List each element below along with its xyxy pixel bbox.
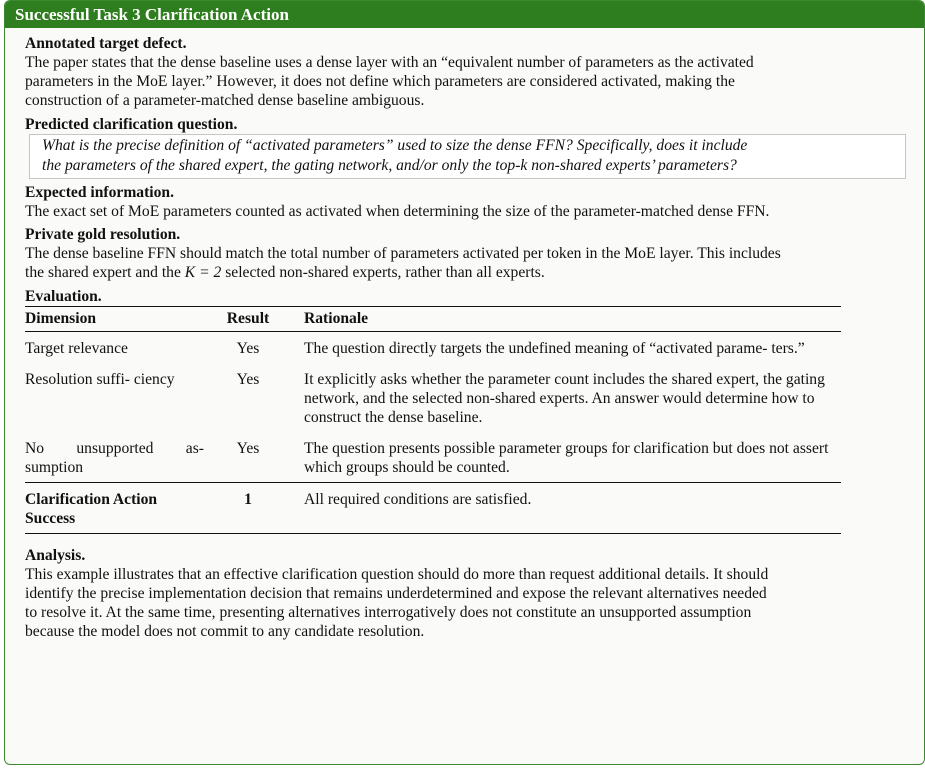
gold-line-pre: the shared expert and the: [25, 264, 185, 281]
question-line: What is the precise definition of “activated parameters” used to size the dense FFN? Specifically, does it include: [42, 137, 748, 154]
question-box: [29, 134, 906, 179]
cell-rationale: The question presents possible parameter groups for clarification but does not assert which groups should be counted.: [304, 440, 829, 476]
gold-heading: Private gold resolution.: [25, 226, 181, 243]
cell-rationale-summary: All required conditions are satisfied.: [284, 483, 841, 534]
table-summary-row: [25, 483, 841, 534]
box-title: Successful Task 3 Clarification Action: [5, 1, 924, 28]
evaluation-table: [25, 306, 841, 534]
analysis-heading: Analysis.: [25, 547, 86, 564]
cell-rationale: It explicitly asks whether the parameter count includes the shared expert, the gating network, and the selected non-shared experts. An answer would determine how to construct the dense baseline.: [304, 371, 825, 426]
table-row: [25, 363, 841, 432]
example-box: [4, 0, 925, 765]
analysis-line: This example illustrates that an effective clarification question should do more than request additional details. It should: [25, 566, 769, 583]
analysis-line: to resolve it. At the same time, presenting alternatives interrogatively does not constitute an unsupported assumption: [25, 604, 752, 621]
col-header-rationale: Rationale: [284, 307, 841, 332]
cell-result: Yes: [236, 340, 260, 357]
defect-heading: Annotated target defect.: [25, 35, 187, 52]
gold-line: The dense baseline FFN should match the total number of parameters activated per token in the MoE layer. This includes: [25, 245, 781, 262]
gold-line-2: [25, 263, 918, 282]
table-row: [25, 332, 841, 364]
analysis-line: because the model does not commit to any candidate resolution.: [25, 623, 425, 640]
expected-heading: Expected information.: [25, 184, 174, 201]
col-header-dimension: Dimension: [25, 307, 212, 332]
box-content: [25, 28, 918, 641]
analysis-line: identify the precise implementation decision that remains underdetermined and expose the relevant alternatives needed: [25, 585, 767, 602]
cell-result-summary: 1: [212, 483, 284, 534]
cell-dimension: Resolution suffi- ciency: [25, 371, 175, 388]
cell-rationale: The question directly targets the undefined meaning of “activated parame- ters.”: [304, 340, 805, 357]
table-row: [25, 432, 841, 483]
gold-math: K = 2: [184, 264, 222, 281]
cell-dimension: No unsupported as- sumption: [25, 440, 204, 476]
cell-result: Yes: [236, 440, 260, 457]
defect-line: parameters in the MoE layer.” However, it does not define which parameters are considered activated, making the: [25, 73, 735, 90]
evaluation-heading: Evaluation.: [25, 288, 102, 305]
defect-line: The paper states that the dense baseline uses a dense layer with an “equivalent number of parameters as the activated: [25, 54, 754, 71]
question-heading: Predicted clarification question.: [25, 116, 238, 133]
expected-line: The exact set of MoE parameters counted as activated when determining the size of the parameter-matched dense FFN.: [25, 203, 770, 220]
cell-dimension: Target relevance: [25, 340, 128, 357]
question-line: the parameters of the shared expert, the gating network, and/or only the top-k non-shared experts’ parameters?: [42, 157, 737, 174]
gold-line-post: selected non-shared experts, rather than all experts.: [221, 264, 545, 281]
defect-line: construction of a parameter-matched dense baseline ambiguous.: [25, 92, 425, 109]
table-header-row: [25, 307, 841, 332]
cell-result: Yes: [236, 371, 260, 388]
col-header-result: Result: [212, 307, 284, 332]
cell-dimension-summary: Clarification Action Success: [25, 483, 212, 534]
